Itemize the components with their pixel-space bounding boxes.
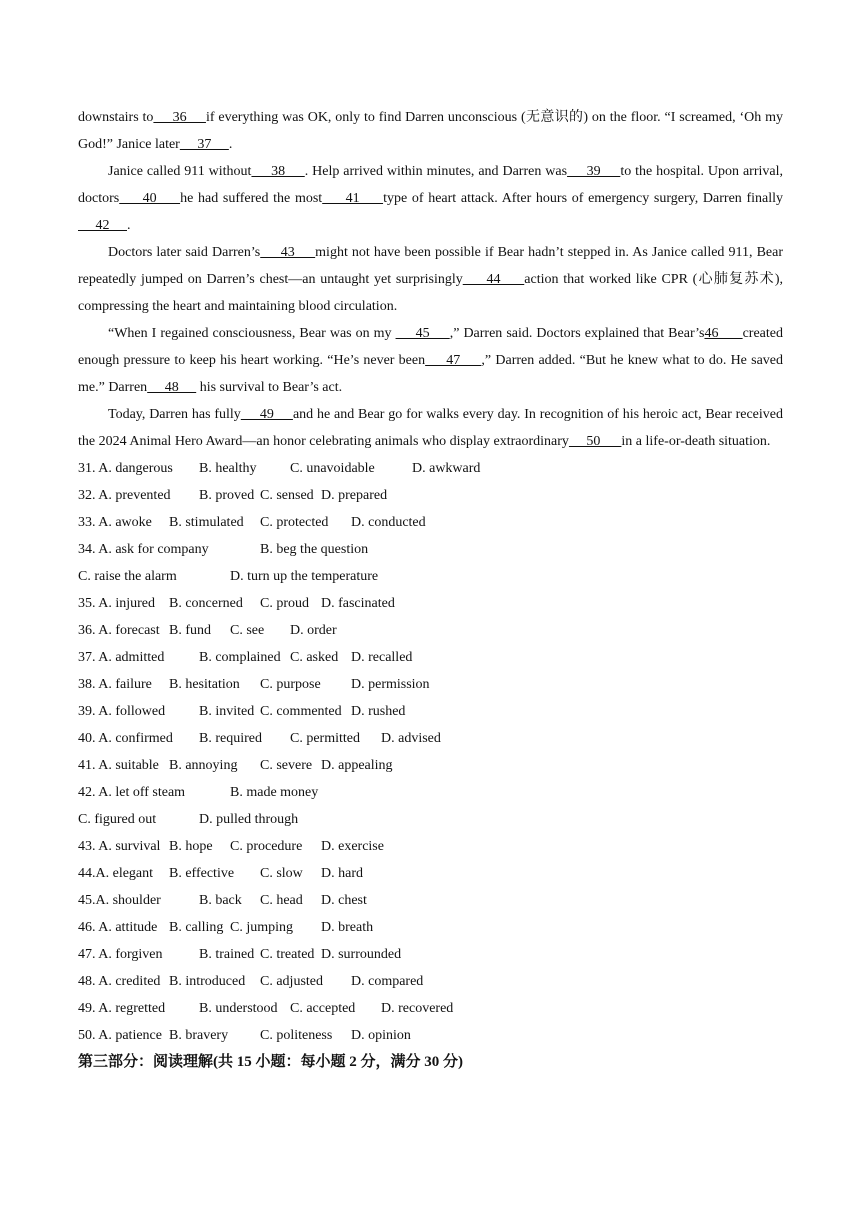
- option-a: 49. A. regretted: [78, 1001, 166, 1016]
- option-c: C. accepted: [290, 1001, 356, 1016]
- text: Doctors later said Darren’s: [108, 245, 261, 260]
- text: his survival to Bear’s act.: [196, 380, 343, 395]
- option-c: C. permitted: [290, 731, 360, 746]
- document-page: [78, 104, 783, 1076]
- option-b: B. made money: [230, 785, 319, 800]
- option-d: D. hard: [321, 866, 363, 881]
- blank-49: 49: [240, 407, 293, 422]
- option-c: C. figured out: [78, 812, 157, 827]
- passage-paragraph-3: [78, 239, 783, 320]
- option-a: 46. A. attitude: [78, 920, 158, 935]
- option-c: C. unavoidable: [290, 461, 375, 476]
- section-heading: 第三部分：阅读理解(共 15 小题：每小题 2 分，满分 30 分): [78, 1054, 463, 1070]
- option-a: 43. A. survival: [78, 839, 161, 854]
- option-c: C. procedure: [230, 839, 303, 854]
- blank-38: 38: [251, 164, 305, 179]
- text: he had suffered the most: [180, 191, 323, 206]
- question-list: [78, 455, 783, 1049]
- option-b: B. back: [199, 893, 242, 908]
- text: Janice called 911 without: [108, 164, 252, 179]
- option-a: 32. A. prevented: [78, 488, 171, 503]
- question-row: [78, 887, 783, 914]
- text: created enough pressure to keep his heart working. “He’s never been: [78, 326, 784, 368]
- option-c: C. purpose: [260, 677, 321, 692]
- blank-43: 43: [260, 245, 316, 260]
- option-d: D. advised: [381, 731, 441, 746]
- option-a: 42. A. let off steam: [78, 785, 186, 800]
- option-a: 37. A. admitted: [78, 650, 165, 665]
- option-d: D. order: [290, 623, 337, 638]
- blank-40: 40: [119, 191, 181, 206]
- option-b: B. bravery: [169, 1028, 229, 1043]
- option-d: D. fascinated: [321, 596, 395, 611]
- question-row: [78, 752, 783, 779]
- option-b: B. healthy: [199, 461, 257, 476]
- option-c: C. head: [260, 893, 303, 908]
- passage-paragraph-4: [78, 320, 783, 401]
- option-d: D. appealing: [321, 758, 393, 773]
- question-row: [78, 644, 783, 671]
- blank-46: 46: [704, 326, 743, 341]
- option-a: 40. A. confirmed: [78, 731, 173, 746]
- option-d: D. surrounded: [321, 947, 402, 962]
- blank-39: 39: [567, 164, 621, 179]
- question-row: [78, 617, 783, 644]
- option-c: C. commented: [260, 704, 342, 719]
- question-row: [78, 779, 783, 806]
- text: Today, Darren has fully: [108, 407, 241, 422]
- text: ,” Darren said. Doctors explained that Bear’s: [449, 326, 705, 341]
- option-b: B. complained: [199, 650, 281, 665]
- option-c: C. asked: [290, 650, 339, 665]
- option-c: C. sensed: [260, 488, 314, 503]
- passage-paragraph-1: [78, 104, 783, 158]
- option-a: 41. A. suitable: [78, 758, 159, 773]
- option-b: B. introduced: [169, 974, 246, 989]
- blank-50: 50: [568, 434, 622, 449]
- blank-47: 47: [425, 353, 482, 368]
- question-row: [78, 536, 783, 563]
- passage-paragraph-2: [78, 158, 783, 239]
- option-b: B. invited: [199, 704, 255, 719]
- option-b: B. proved: [199, 488, 255, 503]
- text: if everything was OK, only to find Darren unconscious (无意识的) on the floor. “I screamed, ‘Oh my God!” Janice later: [78, 110, 783, 152]
- option-d: D. pulled through: [199, 812, 299, 827]
- blank-45: 45: [395, 326, 450, 341]
- blank-41: 41: [322, 191, 384, 206]
- text: might not have been possible if Bear hadn’t stepped in. As Janice called 911, Bear repeatedly jumped on Darren’s chest—an untaught yet surprisingly: [78, 245, 784, 287]
- option-b: B. hope: [169, 839, 213, 854]
- option-a: 36. A. forecast: [78, 623, 160, 638]
- question-row: [78, 563, 783, 590]
- option-a: 47. A. forgiven: [78, 947, 163, 962]
- option-d: D. prepared: [321, 488, 388, 503]
- text: downstairs to: [78, 110, 154, 125]
- option-a: 31. A. dangerous: [78, 461, 173, 476]
- option-d: D. compared: [351, 974, 424, 989]
- option-d: D. permission: [351, 677, 430, 692]
- option-c: C. see: [230, 623, 265, 638]
- question-row: [78, 455, 783, 482]
- blank-48: 48: [147, 380, 197, 395]
- question-row: [78, 698, 783, 725]
- blank-37: 37: [179, 137, 229, 152]
- option-b: B. concerned: [169, 596, 243, 611]
- option-b: B. hesitation: [169, 677, 240, 692]
- option-c: C. severe: [260, 758, 313, 773]
- option-a: 48. A. credited: [78, 974, 161, 989]
- option-d: D. exercise: [321, 839, 384, 854]
- question-row: [78, 806, 783, 833]
- question-row: [78, 509, 783, 536]
- option-a: 50. A. patience: [78, 1028, 162, 1043]
- option-c: C. raise the alarm: [78, 569, 177, 584]
- text: type of heart attack. After hours of emergency surgery, Darren finally: [383, 191, 784, 206]
- option-b: B. calling: [169, 920, 224, 935]
- text: .: [127, 218, 131, 233]
- option-a: 34. A. ask for company: [78, 542, 209, 557]
- question-row: [78, 671, 783, 698]
- option-b: B. required: [199, 731, 262, 746]
- option-a: 39. A. followed: [78, 704, 166, 719]
- option-d: D. recalled: [351, 650, 413, 665]
- text: action that worked like CPR (心肺复苏术), compressing the heart and maintaining blood circulation.: [78, 272, 784, 314]
- text: “When I regained consciousness, Bear was on my: [108, 326, 396, 341]
- blank-42: 42: [78, 218, 127, 233]
- text: in a life-or-death situation.: [621, 434, 771, 449]
- option-c: C. proud: [260, 596, 309, 611]
- option-c: C. adjusted: [260, 974, 323, 989]
- option-d: D. conducted: [351, 515, 426, 530]
- blank-36: 36: [153, 110, 206, 125]
- question-row: [78, 833, 783, 860]
- question-row: [78, 941, 783, 968]
- option-c: C. jumping: [230, 920, 294, 935]
- blank-44: 44: [462, 272, 525, 287]
- question-row: [78, 914, 783, 941]
- option-c: C. treated: [260, 947, 315, 962]
- question-row: [78, 590, 783, 617]
- text: and he and Bear go for walks every day. In recognition of his heroic act, Bear received the 2024 Animal Hero Award—an honor celebrating animals who display extraordinary: [78, 407, 783, 449]
- option-b: B. annoying: [169, 758, 238, 773]
- option-d: D. breath: [321, 920, 374, 935]
- text: .: [228, 137, 233, 152]
- option-d: D. opinion: [351, 1028, 411, 1043]
- option-a: 33. A. awoke: [78, 515, 152, 530]
- question-row: [78, 995, 783, 1022]
- option-b: B. fund: [169, 623, 211, 638]
- option-d: D. awkward: [412, 461, 481, 476]
- option-b: B. trained: [199, 947, 255, 962]
- option-a: 44.A. elegant: [78, 866, 154, 881]
- option-a: 35. A. injured: [78, 596, 155, 611]
- option-b: B. effective: [169, 866, 235, 881]
- option-c: C. slow: [260, 866, 303, 881]
- option-c: C. politeness: [260, 1028, 333, 1043]
- option-a: 38. A. failure: [78, 677, 152, 692]
- option-a: 45.A. shoulder: [78, 893, 161, 908]
- option-b: B. beg the question: [260, 542, 369, 557]
- question-row: [78, 968, 783, 995]
- text: to the hospital. Upon arrival, doctors: [78, 164, 784, 206]
- option-c: C. protected: [260, 515, 329, 530]
- question-row: [78, 482, 783, 509]
- passage-paragraph-5: [78, 401, 783, 455]
- option-b: B. understood: [199, 1001, 278, 1016]
- question-row: [78, 1022, 783, 1049]
- option-d: D. recovered: [381, 1001, 454, 1016]
- question-row: [78, 725, 783, 752]
- question-row: [78, 860, 783, 887]
- option-d: D. chest: [321, 893, 367, 908]
- text: ,” Darren added. “But he knew what to do. He saved me.” Darren: [78, 353, 783, 395]
- text: . Help arrived within minutes, and Darren was: [304, 164, 568, 179]
- option-b: B. stimulated: [169, 515, 244, 530]
- option-d: D. rushed: [351, 704, 406, 719]
- option-d: D. turn up the temperature: [230, 569, 379, 584]
